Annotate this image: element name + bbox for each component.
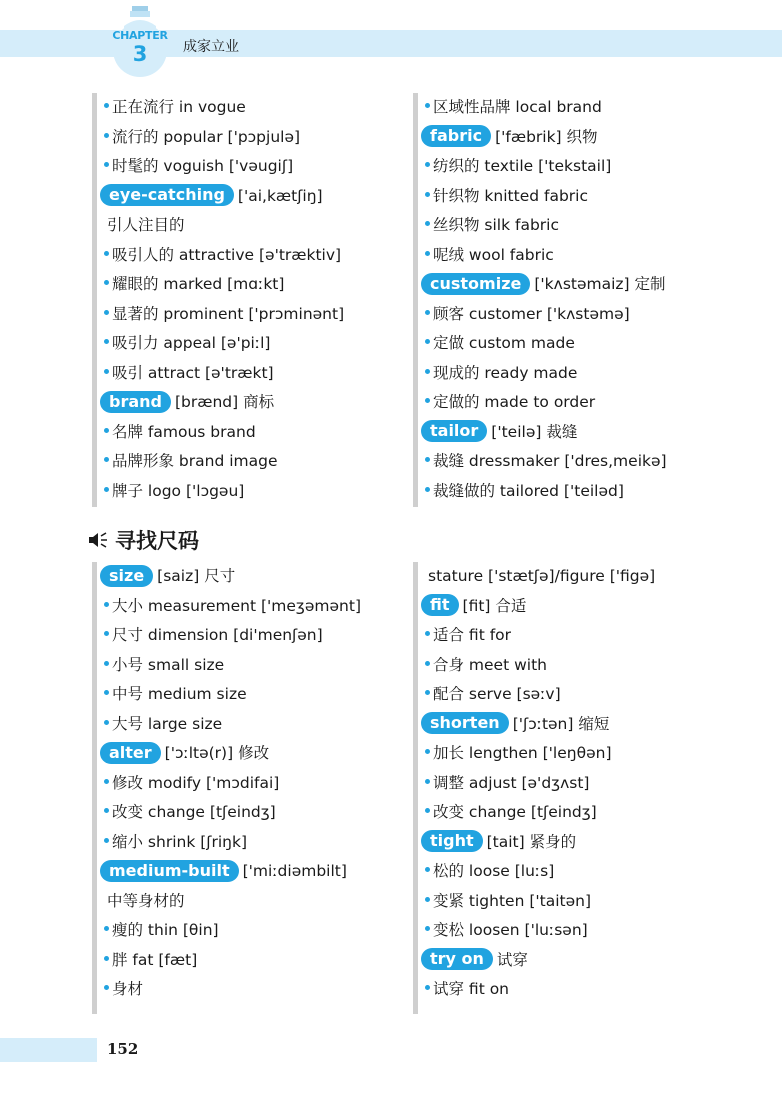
bullet-dot-icon: [104, 602, 109, 607]
vocab-item: [97, 477, 417, 507]
bullet-dot-icon: [425, 192, 430, 197]
keyword-badge: medium-built: [100, 860, 239, 882]
vocab-item: [418, 857, 738, 887]
bullet-dot-icon: [425, 103, 430, 108]
bullet-dot-icon: [425, 926, 430, 931]
chapter-number: 3: [132, 42, 148, 66]
vocab-item: [418, 739, 738, 769]
keyword-definition: [tait] 紧身的: [486, 832, 577, 851]
vocab-continuation: [418, 562, 738, 592]
keyword-badge: customize: [421, 273, 530, 295]
keyword-badge: try on: [421, 948, 493, 970]
keyword-entry: [418, 123, 738, 153]
vocab-item: [418, 680, 738, 710]
vocab-text: 纺织的 textile ['tekstail]: [433, 157, 612, 175]
vocab-item: [97, 270, 417, 300]
bullet-dot-icon: [104, 457, 109, 462]
keyword-entry: [418, 946, 738, 976]
bullet-dot-icon: [104, 428, 109, 433]
vocab-text: 修改 modify ['mɔdifai]: [112, 773, 280, 792]
keyword-entry: [418, 270, 738, 300]
keyword-badge: eye-catching: [100, 184, 234, 206]
bullet-dot-icon: [104, 985, 109, 990]
vocab-text: 变紧 tighten ['taitən]: [433, 891, 592, 910]
vocab-text: 正在流行 in vogue: [112, 98, 246, 116]
bullet-dot-icon: [425, 487, 430, 492]
vocab-text: 胖 fat [fæt]: [112, 950, 198, 969]
section-title: 寻找尺码: [115, 529, 199, 553]
bullet-dot-icon: [425, 897, 430, 902]
bullet-dot-icon: [104, 310, 109, 315]
vocab-item: [418, 798, 738, 828]
vocab-text: 牌子 logo ['lɔgəu]: [112, 481, 245, 500]
vocab-text: stature ['stætʃə]/figure ['figə]: [428, 567, 656, 585]
vocab-continuation: [97, 887, 417, 917]
vocab-text: 耀眼的 marked [mɑːkt]: [112, 275, 285, 293]
vocab-column-top-right: [413, 93, 738, 507]
bullet-dot-icon: [425, 867, 430, 872]
vocab-column-bottom-left: [92, 562, 417, 1014]
bullet-dot-icon: [425, 779, 430, 784]
vocab-item: [418, 975, 738, 1005]
keyword-definition: ['teilə] 裁缝: [491, 422, 578, 441]
vocab-item: [418, 651, 738, 681]
vocab-continuation: [97, 211, 417, 241]
vocab-text: 名牌 famous brand: [112, 422, 256, 441]
keyword-badge: alter: [100, 742, 161, 764]
vocab-text: 品牌形象 brand image: [112, 452, 278, 470]
keyword-entry: [418, 828, 738, 858]
vocab-text: 中号 medium size: [112, 685, 247, 703]
vocab-item: [97, 916, 417, 946]
vocab-item: [97, 592, 417, 622]
keyword-definition: [saiz] 尺寸: [157, 567, 236, 585]
bullet-dot-icon: [104, 926, 109, 931]
vocab-text: 引人注目的: [107, 216, 185, 234]
vocab-item: [418, 916, 738, 946]
vocab-item: [418, 93, 738, 123]
vocab-text: 显著的 prominent ['prɔminənt]: [112, 304, 345, 323]
vocab-item: [97, 300, 417, 330]
keyword-badge: tailor: [421, 420, 487, 442]
vocab-item: [97, 241, 417, 271]
keyword-definition: ['ʃɔːtən] 缩短: [512, 714, 610, 733]
vocab-item: [418, 769, 738, 799]
vocab-item: [418, 477, 738, 507]
vocab-text: 吸引人的 attractive [ə'træktiv]: [112, 245, 342, 264]
bullet-dot-icon: [425, 221, 430, 226]
vocab-text: 变松 loosen ['luːsən]: [433, 921, 588, 939]
vocab-text: 松的 loose [luːs]: [433, 862, 555, 880]
bullet-dot-icon: [104, 956, 109, 961]
bullet-dot-icon: [104, 779, 109, 784]
bullet-dot-icon: [425, 631, 430, 636]
keyword-badge: fabric: [421, 125, 491, 147]
bullet-dot-icon: [425, 339, 430, 344]
vocab-text: 呢绒 wool fabric: [433, 245, 554, 264]
bullet-dot-icon: [425, 457, 430, 462]
vocab-item: [418, 152, 738, 182]
vocab-item: [418, 300, 738, 330]
vocab-text: 加长 lengthen ['leŋθən]: [433, 744, 612, 762]
keyword-entry: [97, 857, 417, 887]
vocab-column-bottom-right: [413, 562, 738, 1014]
vocab-text: 针织物 knitted fabric: [433, 186, 588, 205]
bullet-dot-icon: [104, 661, 109, 666]
vocab-text: 裁缝做的 tailored ['teiləd]: [433, 481, 624, 500]
vocab-item: [418, 621, 738, 651]
bullet-dot-icon: [425, 251, 430, 256]
vocab-item: [418, 359, 738, 389]
bullet-dot-icon: [425, 369, 430, 374]
vocab-text: 调整 adjust [ə'dʒʌst]: [433, 773, 590, 792]
vocab-item: [418, 887, 738, 917]
vocab-item: [418, 329, 738, 359]
vocab-text: 中等身材的: [107, 891, 185, 910]
vocab-item: [418, 211, 738, 241]
vocab-text: 顾客 customer ['kʌstəmə]: [433, 304, 630, 323]
vocab-text: 吸引 attract [ə'trækt]: [112, 363, 274, 382]
vocab-item: [97, 329, 417, 359]
vocab-item: [97, 680, 417, 710]
keyword-entry: [418, 710, 738, 740]
vocab-item: [97, 828, 417, 858]
vocab-text: 时髦的 voguish ['vəugiʃ]: [112, 157, 294, 175]
vocab-item: [97, 447, 417, 477]
vocab-item: [97, 651, 417, 681]
vocab-text: 改变 change [tʃeindʒ]: [112, 803, 276, 821]
keyword-definition: ['miːdiəmbilt]: [242, 862, 347, 880]
vocab-text: 适合 fit for: [433, 626, 512, 644]
vocab-text: 配合 serve [səːv]: [433, 685, 561, 703]
keyword-definition: ['fæbrik] 织物: [495, 127, 598, 146]
vocab-item: [418, 241, 738, 271]
vocab-text: 试穿 fit on: [433, 980, 510, 998]
vocab-text: 裁缝 dressmaker ['dres,meikə]: [433, 452, 667, 470]
keyword-badge: brand: [100, 391, 171, 413]
bullet-dot-icon: [104, 720, 109, 725]
speaker-icon: [87, 530, 109, 550]
vocab-text: 小号 small size: [112, 655, 225, 674]
vocab-item: [418, 447, 738, 477]
vocab-text: 定做的 made to order: [433, 393, 596, 411]
bullet-dot-icon: [104, 162, 109, 167]
bullet-dot-icon: [104, 690, 109, 695]
vocab-text: 尺寸 dimension [di'menʃən]: [112, 626, 323, 644]
vocab-item: [97, 946, 417, 976]
vocab-item: [97, 621, 417, 651]
bullet-dot-icon: [104, 133, 109, 138]
keyword-badge: tight: [421, 830, 483, 852]
vocab-text: 区域性品牌 local brand: [433, 98, 602, 116]
bullet-dot-icon: [425, 661, 430, 666]
keyword-entry: [97, 562, 417, 592]
keyword-definition: 试穿: [496, 950, 528, 969]
vocab-item: [97, 93, 417, 123]
keyword-definition: ['ɔːltə(r)] 修改: [164, 744, 270, 762]
vocab-text: 流行的 popular ['pɔpjulə]: [112, 127, 301, 146]
bullet-dot-icon: [104, 339, 109, 344]
vocab-text: 丝织物 silk fabric: [433, 216, 560, 234]
bullet-dot-icon: [425, 749, 430, 754]
bullet-dot-icon: [104, 808, 109, 813]
keyword-entry: [418, 418, 738, 448]
bullet-dot-icon: [104, 631, 109, 636]
page-number: 152: [107, 1040, 139, 1058]
bullet-dot-icon: [104, 487, 109, 492]
vocab-item: [97, 418, 417, 448]
keyword-definition: ['kʌstəmaiz] 定制: [534, 275, 666, 293]
vocab-text: 身材: [112, 980, 144, 998]
bullet-dot-icon: [104, 103, 109, 108]
footer-band: [0, 1038, 97, 1062]
keyword-entry: [418, 592, 738, 622]
bullet-dot-icon: [425, 808, 430, 813]
vocab-column-top-left: [92, 93, 417, 507]
bullet-dot-icon: [425, 398, 430, 403]
keyword-definition: ['ai,kætʃiŋ]: [237, 186, 323, 205]
vocab-item: [97, 975, 417, 1005]
chapter-label: CHAPTER: [112, 29, 168, 42]
bullet-dot-icon: [104, 280, 109, 285]
keyword-definition: [brænd] 商标: [174, 393, 275, 411]
vocab-item: [97, 710, 417, 740]
bullet-dot-icon: [425, 162, 430, 167]
vocab-item: [418, 182, 738, 212]
bullet-dot-icon: [425, 690, 430, 695]
keyword-entry: [97, 739, 417, 769]
vocab-text: 现成的 ready made: [433, 363, 578, 382]
keyword-badge: size: [100, 565, 153, 587]
vocab-text: 缩小 shrink [ʃriŋk]: [112, 832, 248, 851]
vocab-text: 定做 custom made: [433, 334, 575, 352]
vocab-item: [97, 152, 417, 182]
vocab-text: 大号 large size: [112, 714, 223, 733]
keyword-definition: [fit] 合适: [462, 596, 527, 615]
vocab-text: 大小 measurement ['meʒəmənt]: [112, 596, 362, 615]
chapter-title: 成家立业: [183, 39, 239, 55]
bullet-dot-icon: [104, 251, 109, 256]
vocab-text: 改变 change [tʃeindʒ]: [433, 803, 597, 821]
keyword-badge: fit: [421, 594, 459, 616]
bullet-dot-icon: [425, 310, 430, 315]
keyword-badge: shorten: [421, 712, 509, 734]
vocab-item: [97, 123, 417, 153]
vocab-text: 合身 meet with: [433, 655, 547, 674]
vocab-item: [97, 769, 417, 799]
vocab-text: 吸引力 appeal [ə'piːl]: [112, 334, 271, 352]
vocab-text: 瘦的 thin [θin]: [112, 921, 219, 939]
bullet-dot-icon: [104, 369, 109, 374]
section-heading: [87, 525, 199, 555]
vocab-item: [97, 359, 417, 389]
vocab-item: [418, 388, 738, 418]
keyword-entry: [97, 182, 417, 212]
vocab-item: [97, 798, 417, 828]
keyword-entry: [97, 388, 417, 418]
bullet-dot-icon: [104, 838, 109, 843]
bullet-dot-icon: [425, 985, 430, 990]
